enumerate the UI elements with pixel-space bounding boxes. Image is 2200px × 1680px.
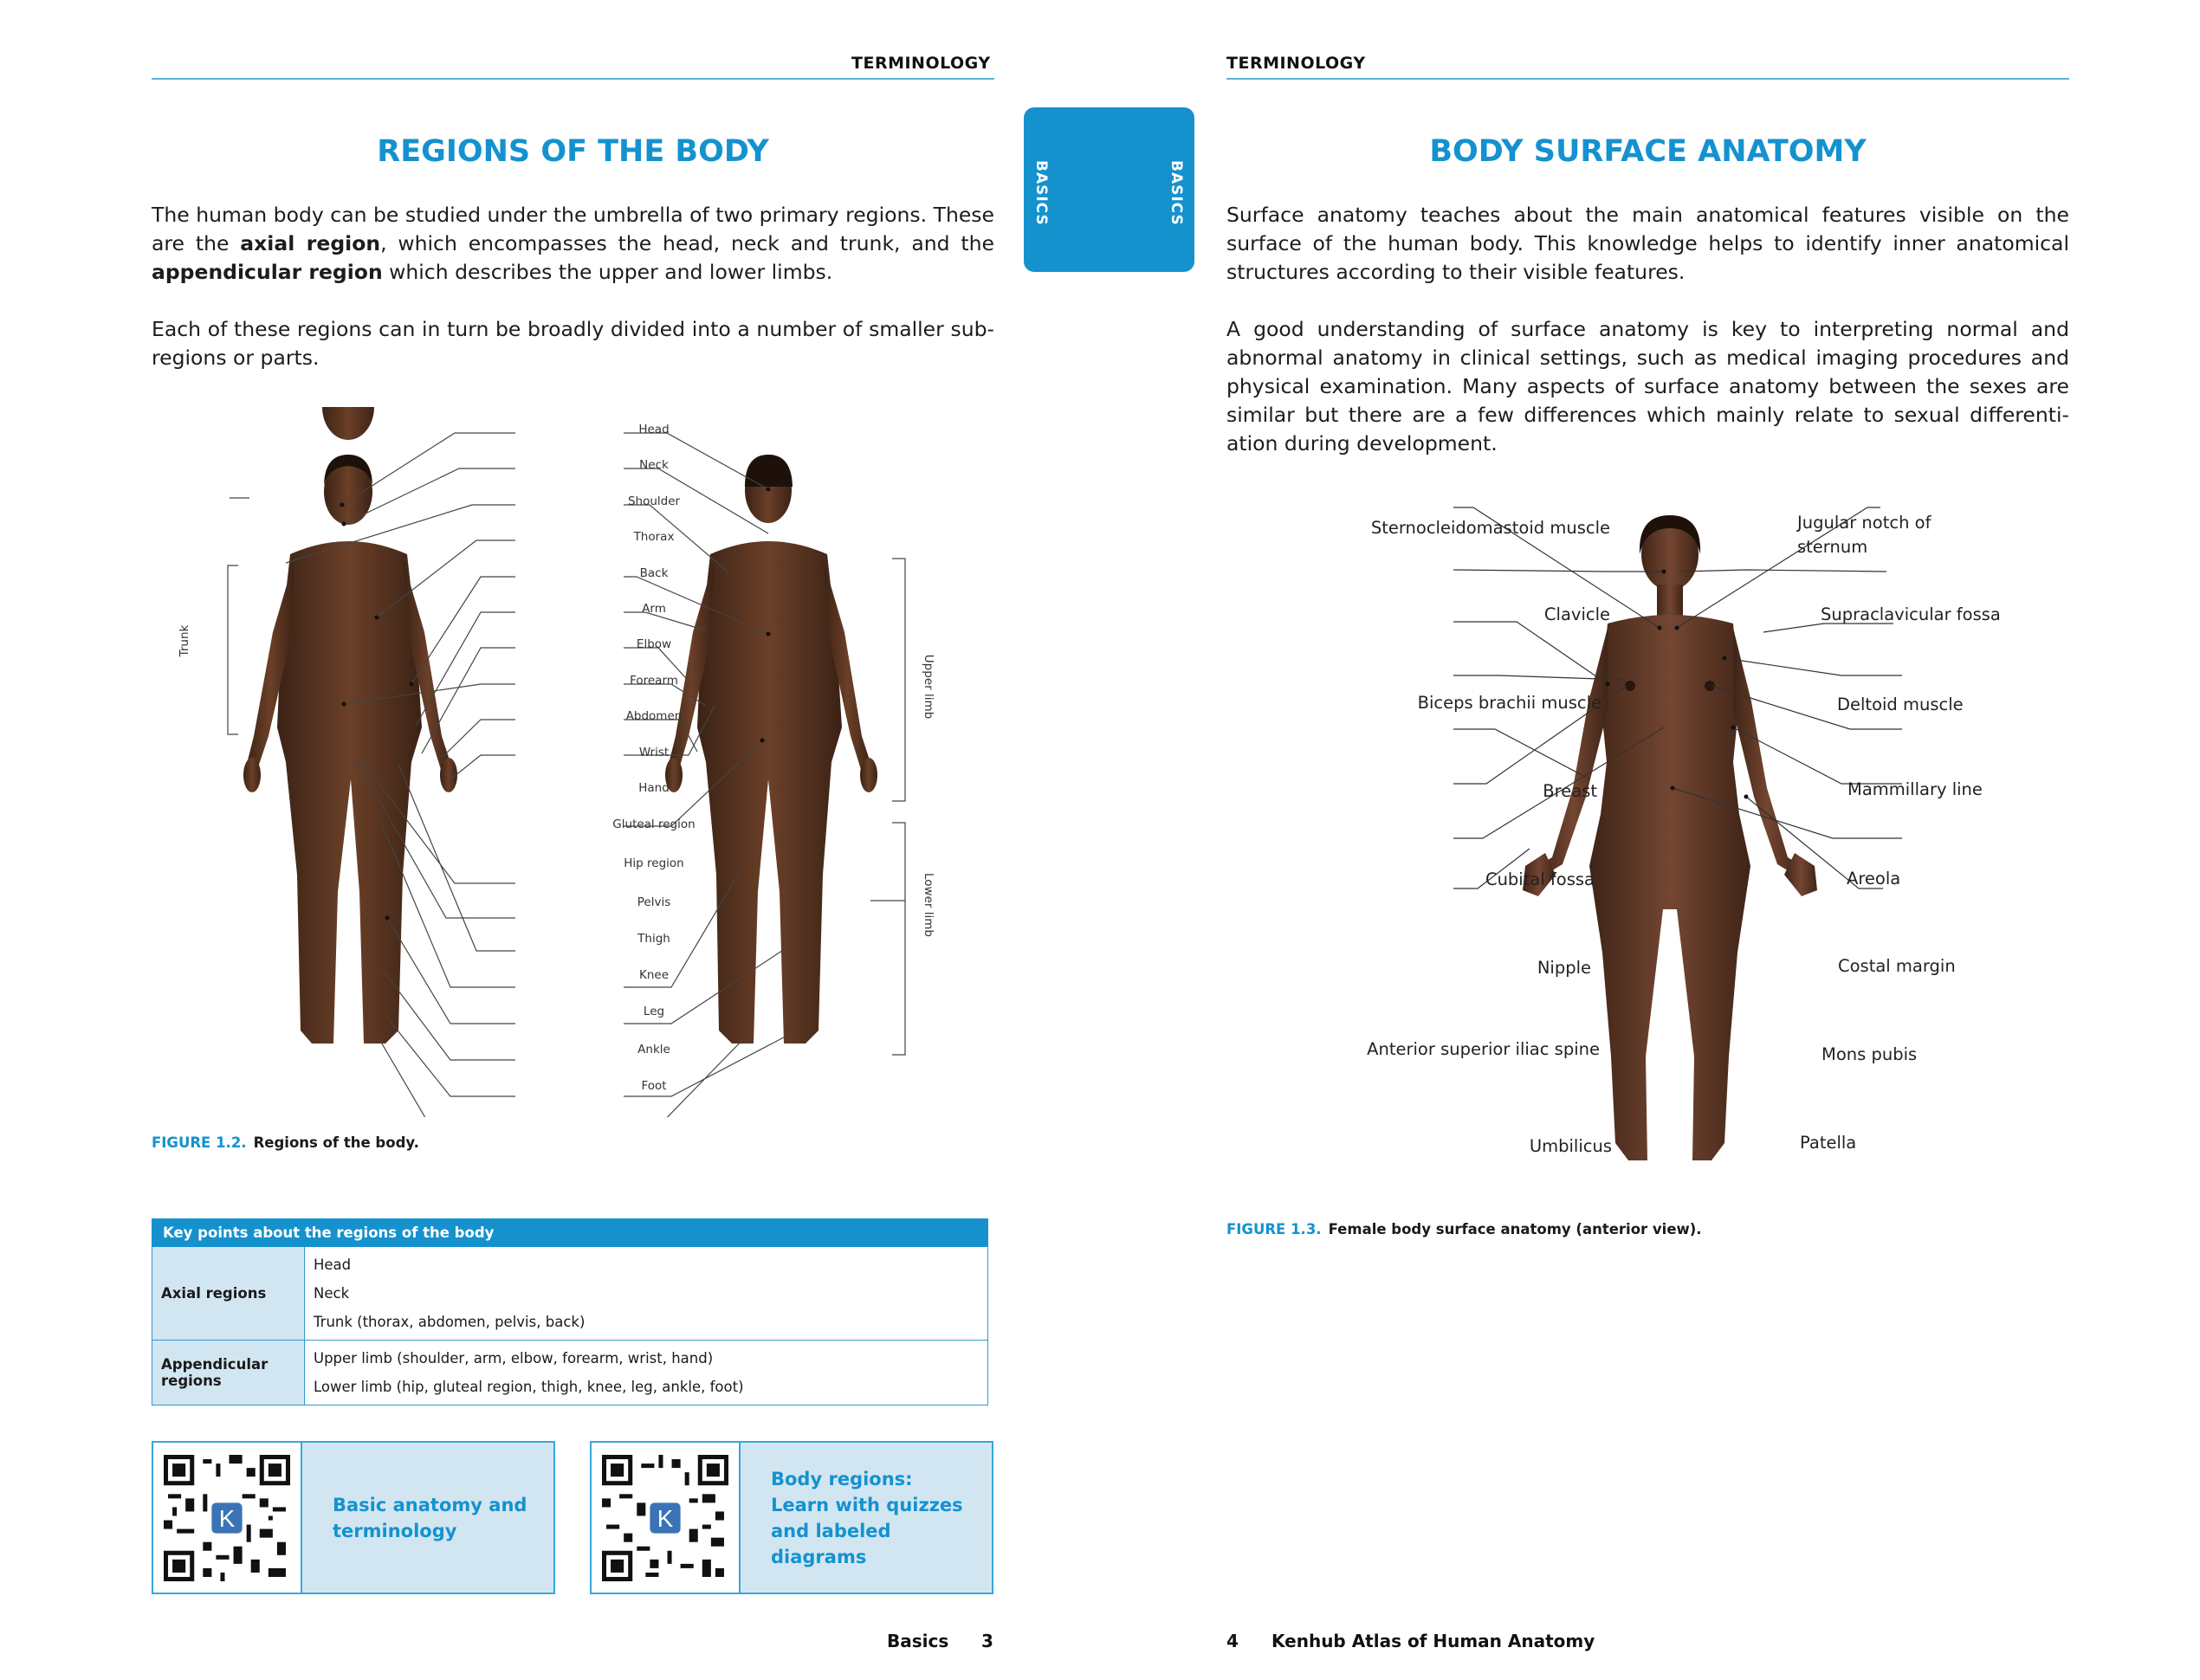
label-mammillary-line: Mammillary line [1847, 779, 1983, 799]
qr-code-icon [592, 1443, 741, 1593]
label-head: Head [638, 423, 670, 436]
label-ankle: Ankle [637, 1043, 670, 1056]
label-sternocleidomastoid: Sternocleidomastoid muscle [1370, 518, 1610, 538]
label-deltoid-muscle: Deltoid muscle [1837, 695, 1964, 714]
list-item: Upper limb (shoulder, arm, elbow, forearm, wrist, hand) [314, 1350, 714, 1367]
label-thorax: Thorax [633, 530, 675, 544]
label-elbow: Elbow [636, 637, 672, 651]
figure-1-2-caption: FIGURE 1.2. Regions of the body. [152, 1134, 419, 1151]
left-page-number: 3 [981, 1631, 993, 1651]
label-cubital-fossa: Cubital fossa [1485, 869, 1595, 889]
right-header-rule [1226, 78, 2069, 80]
list-item: Lower limb (hip, gluteal region, thigh, knee, leg, ankle, foot) [314, 1379, 744, 1395]
label-leg: Leg [643, 1005, 665, 1018]
label-lower-limb: Lower limb [922, 873, 935, 937]
qr-link-basic-anatomy[interactable] [152, 1441, 555, 1594]
label-biceps-brachii: Biceps brachii muscle [1417, 693, 1601, 713]
right-page-title: BODY SURFACE ANATOMY [1429, 134, 1867, 169]
label-foot: Foot [641, 1079, 667, 1093]
label-knee: Knee [638, 968, 670, 982]
label-costal-margin: Costal margin [1838, 956, 1956, 976]
list-item: Neck [314, 1285, 350, 1302]
surface-labels [1226, 502, 2069, 1195]
right-paragraph-1: Surface anatomy teaches about the main anatomical features visible on the surface of the human body. This knowledge helps to identify inner anatomical structures according to their visible features. [1226, 203, 2069, 284]
label-thigh: Thigh [637, 932, 670, 946]
qr-link-body-regions[interactable] [590, 1441, 993, 1594]
label-pelvis: Pelvis [637, 895, 671, 909]
label-shoulder: Shoulder [627, 494, 681, 508]
label-patella: Patella [1800, 1133, 1857, 1153]
tab-label-right: BASICS [1168, 160, 1185, 226]
key-points-title: Key points about the regions of the body [152, 1219, 988, 1247]
label-trunk: Trunk [178, 624, 191, 657]
label-anterior-superior-iliac-spine: Anterior superior iliac spine [1367, 1039, 1600, 1059]
right-header: TERMINOLOGY [1226, 54, 1366, 73]
key-points-table [152, 1218, 988, 1405]
left-paragraph-2: Each of these regions can in turn be broadly divided into a number of smaller sub-regions or parts. [152, 317, 994, 370]
list-item: Trunk (thorax, abdomen, pelvis, back) [314, 1314, 586, 1330]
label-clavicle: Clavicle [1543, 604, 1610, 624]
label-umbilicus: Umbilicus [1529, 1136, 1612, 1156]
left-footer-section: Basics [887, 1631, 949, 1651]
appendicular-regions-head: Appendicular regions [152, 1341, 305, 1405]
right-intro-text [1226, 201, 2069, 487]
label-areola: Areola [1847, 869, 1901, 888]
qr-link-label: Basic anatomy and terminology [302, 1443, 553, 1593]
left-header-rule [152, 78, 994, 80]
qr-code-icon [153, 1443, 302, 1593]
label-jugular-notch: Jugular notch of sternum [1797, 513, 1931, 557]
label-back: Back [639, 566, 669, 580]
table-row [152, 1247, 988, 1341]
label-forearm: Forearm [630, 674, 678, 688]
svg-text:K: K [218, 1504, 236, 1532]
figure-1-3-caption: FIGURE 1.3. Female body surface anatomy (anterior view). [1226, 1221, 1702, 1237]
region-labels [152, 407, 966, 1117]
label-breast: Breast [1543, 781, 1597, 801]
table-row [152, 1341, 988, 1405]
right-page-number: 4 [1226, 1631, 1239, 1651]
right-footer-book: Kenhub Atlas of Human Anatomy [1271, 1631, 1595, 1651]
label-neck: Neck [639, 458, 669, 472]
label-mons-pubis: Mons pubis [1821, 1044, 1918, 1064]
label-upper-limb: Upper limb [922, 654, 935, 720]
left-intro-text [152, 201, 994, 401]
label-supraclavicular-fossa: Supraclavicular fossa [1821, 604, 2001, 624]
list-item: Head [314, 1257, 352, 1273]
left-paragraph-1: The human body can be studied under the umbrella of two primary regions. These are the axial region, which encompasses the head, neck and trunk, and the appendicular region which describes the upper and lower limbs. [152, 203, 994, 284]
label-abdomen: Abdomen [625, 709, 683, 723]
svg-text:K: K [657, 1504, 674, 1532]
tab-label-left: BASICS [1032, 160, 1050, 226]
label-gluteal-region: Gluteal region [612, 817, 696, 831]
left-page-title: REGIONS OF THE BODY [377, 134, 769, 169]
left-header: TERMINOLOGY [851, 54, 991, 73]
right-paragraph-2: A good understanding of surface anatomy is key to interpreting normal and abnormal anatomy in clinical settings, such as medical imaging procedures and physical examination. Many aspects of surface anatomy between the sexes are similar but there are a few differences which mainly relate to sexual differentiation during development. [1226, 317, 2069, 456]
label-wrist: Wrist [638, 746, 670, 759]
axial-regions-head: Axial regions [152, 1247, 305, 1341]
label-nipple: Nipple [1537, 958, 1591, 978]
label-hand: Hand [638, 781, 670, 795]
label-hip-region: Hip region [624, 856, 684, 870]
qr-link-label: Body regions: Learn with quizzes and labeled diagrams [741, 1443, 992, 1593]
label-arm: Arm [642, 602, 666, 616]
